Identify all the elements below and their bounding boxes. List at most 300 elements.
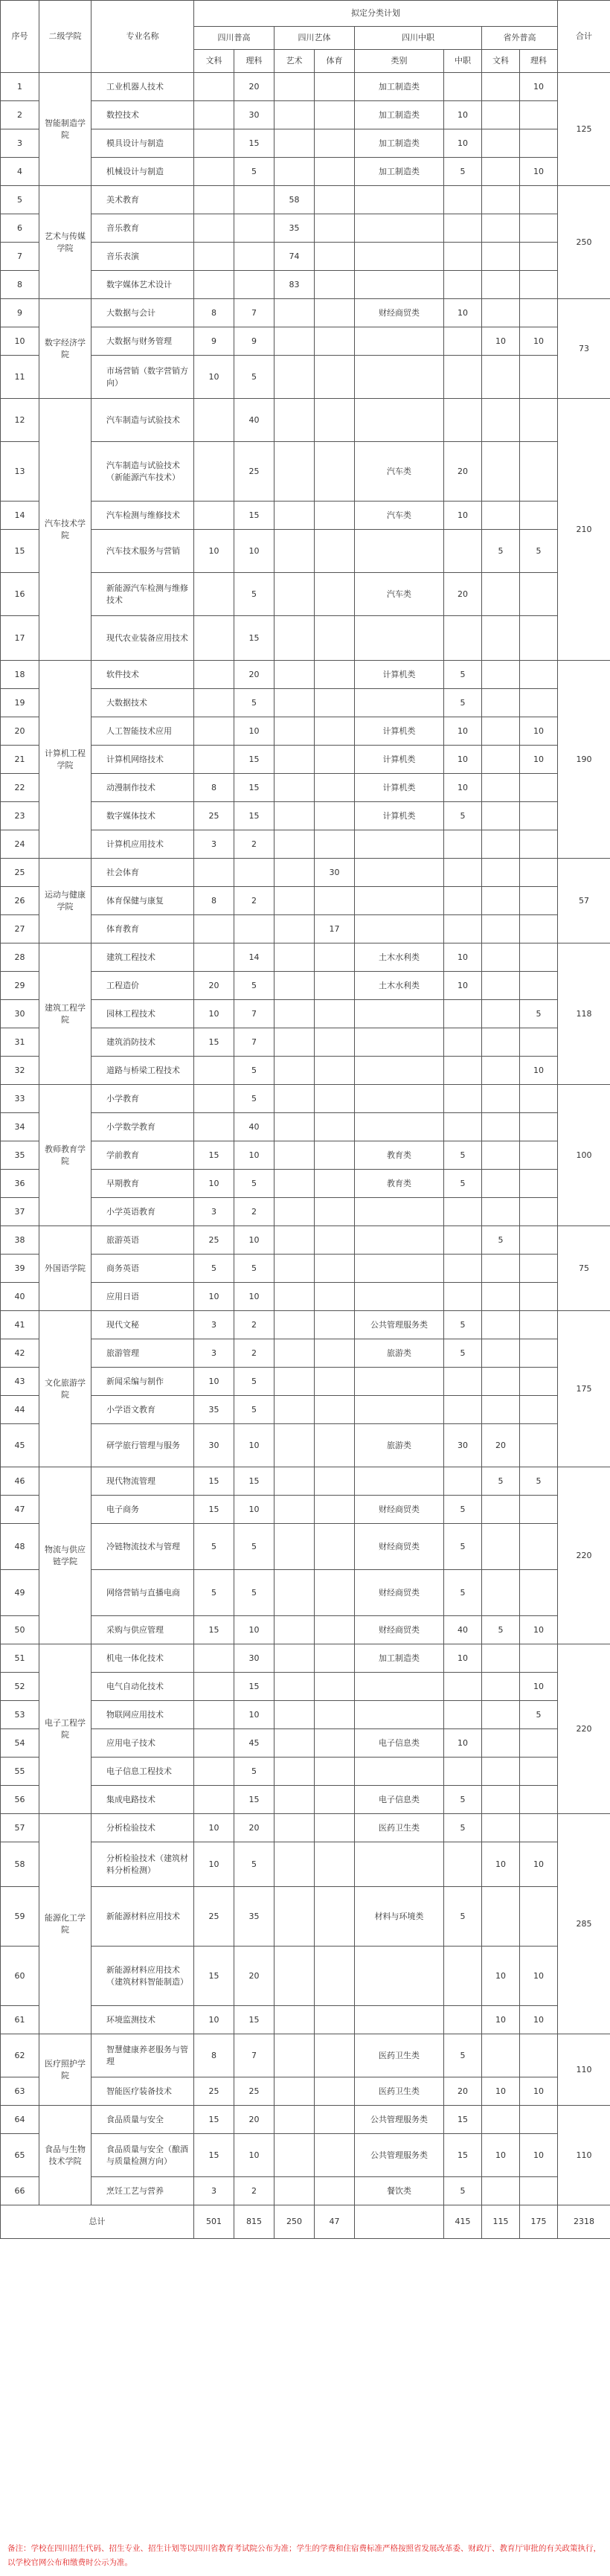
cell-op-science xyxy=(520,830,558,859)
cell-op-science xyxy=(520,1028,558,1057)
cell-category xyxy=(355,1057,444,1085)
major-name: 烹饪工艺与营养 xyxy=(92,2177,194,2205)
table-row xyxy=(1,1496,610,1524)
cell-op-liberal-arts xyxy=(482,356,520,399)
cell-arts xyxy=(274,502,315,530)
header-group-sichuan-arts-sports: 四川艺体 xyxy=(274,27,355,50)
cell-liberal-arts xyxy=(194,943,234,972)
major-name: 小学语文教育 xyxy=(92,1396,194,1424)
cell-arts xyxy=(274,327,315,356)
cell-op-science xyxy=(520,299,558,327)
cell-op-science xyxy=(520,1255,558,1283)
cell-arts xyxy=(274,299,315,327)
major-name: 汽车技术服务与营销 xyxy=(92,530,194,573)
cell-category xyxy=(355,1226,444,1255)
row-number: 45 xyxy=(1,1424,39,1467)
cell-category xyxy=(355,399,444,442)
cell-liberal-arts xyxy=(194,1786,234,1814)
row-number: 9 xyxy=(1,299,39,327)
cell-arts xyxy=(274,1226,315,1255)
cell-arts xyxy=(274,1496,315,1524)
cell-vocational: 20 xyxy=(444,442,482,502)
cell-liberal-arts: 15 xyxy=(194,1616,234,1644)
cell-sports xyxy=(315,1673,355,1701)
row-number: 34 xyxy=(1,1113,39,1141)
major-name: 软件技术 xyxy=(92,661,194,689)
cell-sports xyxy=(315,1758,355,1786)
major-name: 新能源材料应用技术 xyxy=(92,1887,194,1947)
cell-liberal-arts: 3 xyxy=(194,1339,234,1368)
cell-op-liberal-arts: 5 xyxy=(482,530,520,573)
major-name: 新闻采编与制作 xyxy=(92,1368,194,1396)
college-total: 175 xyxy=(558,1311,610,1467)
row-number: 28 xyxy=(1,943,39,972)
major-name: 分析检验技术（建筑材料分析检测） xyxy=(92,1842,194,1887)
table-row xyxy=(1,1701,610,1729)
cell-arts xyxy=(274,1947,315,2006)
cell-vocational: 10 xyxy=(444,717,482,746)
cell-science: 9 xyxy=(234,327,274,356)
cell-op-science xyxy=(520,1524,558,1570)
cell-op-liberal-arts xyxy=(482,802,520,830)
major-name: 音乐教育 xyxy=(92,214,194,243)
cell-science xyxy=(234,859,274,887)
table-row xyxy=(1,661,610,689)
cell-sports xyxy=(315,1283,355,1311)
row-number: 36 xyxy=(1,1170,39,1198)
cell-liberal-arts xyxy=(194,915,234,943)
cell-op-science xyxy=(520,1424,558,1467)
cell-liberal-arts: 10 xyxy=(194,1368,234,1396)
cell-science xyxy=(234,214,274,243)
cell-op-liberal-arts xyxy=(482,1198,520,1226)
major-name: 应用日语 xyxy=(92,1283,194,1311)
cell-op-liberal-arts xyxy=(482,830,520,859)
row-number: 3 xyxy=(1,129,39,158)
cell-arts xyxy=(274,1467,315,1496)
cell-op-science: 10 xyxy=(520,717,558,746)
cell-science: 5 xyxy=(234,1758,274,1786)
cell-op-science xyxy=(520,356,558,399)
cell-category: 加工制造类 xyxy=(355,73,444,101)
cell-liberal-arts xyxy=(194,129,234,158)
table-row xyxy=(1,746,610,774)
total-sports: 47 xyxy=(315,2205,355,2239)
header-group-out-of-province: 省外普高 xyxy=(482,27,558,50)
major-name: 采购与供应管理 xyxy=(92,1616,194,1644)
cell-category: 土木水利类 xyxy=(355,943,444,972)
cell-op-liberal-arts xyxy=(482,1057,520,1085)
cell-sports xyxy=(315,2106,355,2134)
table-row xyxy=(1,1814,610,1842)
cell-liberal-arts: 8 xyxy=(194,774,234,802)
row-number: 42 xyxy=(1,1339,39,1368)
table-row xyxy=(1,1085,610,1113)
cell-op-science: 10 xyxy=(520,1673,558,1701)
cell-category xyxy=(355,214,444,243)
major-name: 工业机器人技术 xyxy=(92,73,194,101)
cell-arts xyxy=(274,616,315,661)
table-row xyxy=(1,502,610,530)
row-number: 25 xyxy=(1,859,39,887)
college-total: 110 xyxy=(558,2106,610,2205)
row-number: 58 xyxy=(1,1842,39,1887)
total-category xyxy=(355,2205,444,2239)
cell-category xyxy=(355,887,444,915)
cell-category: 计算机类 xyxy=(355,661,444,689)
row-number: 49 xyxy=(1,1570,39,1616)
cell-category xyxy=(355,1113,444,1141)
header-sub-op-liberal-arts: 文科 xyxy=(482,50,520,73)
row-number: 40 xyxy=(1,1283,39,1311)
major-name: 冷链物流技术与管理 xyxy=(92,1524,194,1570)
cell-vocational: 10 xyxy=(444,972,482,1000)
cell-op-science xyxy=(520,1198,558,1226)
table-row xyxy=(1,1113,610,1141)
row-number: 22 xyxy=(1,774,39,802)
cell-vocational: 10 xyxy=(444,943,482,972)
cell-op-liberal-arts xyxy=(482,1814,520,1842)
cell-sports xyxy=(315,1467,355,1496)
college-name: 数字经济学院 xyxy=(39,299,92,399)
college-total: 210 xyxy=(558,399,610,661)
cell-vocational: 5 xyxy=(444,1170,482,1198)
cell-arts xyxy=(274,859,315,887)
cell-op-science xyxy=(520,129,558,158)
row-number: 65 xyxy=(1,2134,39,2177)
cell-arts xyxy=(274,530,315,573)
cell-science: 5 xyxy=(234,1057,274,1085)
college-total: 75 xyxy=(558,1226,610,1311)
major-name: 集成电路技术 xyxy=(92,1786,194,1814)
cell-vocational: 5 xyxy=(444,1786,482,1814)
row-number: 52 xyxy=(1,1673,39,1701)
cell-op-science xyxy=(520,442,558,502)
cell-op-liberal-arts xyxy=(482,943,520,972)
row-number: 38 xyxy=(1,1226,39,1255)
cell-op-liberal-arts xyxy=(482,158,520,186)
cell-op-science xyxy=(520,1170,558,1198)
row-number: 66 xyxy=(1,2177,39,2205)
cell-op-liberal-arts: 10 xyxy=(482,327,520,356)
college-name: 外国语学院 xyxy=(39,1226,92,1311)
cell-science: 2 xyxy=(234,1311,274,1339)
major-name: 数字媒体技术 xyxy=(92,802,194,830)
major-name: 计算机网络技术 xyxy=(92,746,194,774)
cell-arts xyxy=(274,1814,315,1842)
table-row xyxy=(1,530,610,573)
table-row xyxy=(1,774,610,802)
table-row xyxy=(1,1424,610,1467)
table-row xyxy=(1,573,610,616)
cell-op-liberal-arts xyxy=(482,661,520,689)
college-name: 建筑工程学院 xyxy=(39,943,92,1085)
row-number: 55 xyxy=(1,1758,39,1786)
cell-op-science xyxy=(520,1283,558,1311)
cell-op-science xyxy=(520,1396,558,1424)
major-name: 旅游管理 xyxy=(92,1339,194,1368)
table-row xyxy=(1,1842,610,1887)
cell-op-science: 10 xyxy=(520,2006,558,2034)
cell-op-science xyxy=(520,243,558,271)
major-name: 体育保健与康复 xyxy=(92,887,194,915)
table-row xyxy=(1,1524,610,1570)
cell-op-science: 5 xyxy=(520,1701,558,1729)
cell-science: 35 xyxy=(234,1887,274,1947)
major-name: 汽车制造与试验技术 xyxy=(92,399,194,442)
cell-arts xyxy=(274,1339,315,1368)
cell-science: 15 xyxy=(234,616,274,661)
cell-science: 20 xyxy=(234,661,274,689)
cell-arts xyxy=(274,1028,315,1057)
cell-vocational xyxy=(444,271,482,299)
cell-category xyxy=(355,1283,444,1311)
cell-vocational xyxy=(444,616,482,661)
cell-sports xyxy=(315,2006,355,2034)
cell-arts: 74 xyxy=(274,243,315,271)
total-vocational: 415 xyxy=(444,2205,482,2239)
cell-liberal-arts xyxy=(194,1085,234,1113)
cell-sports xyxy=(315,1170,355,1198)
table-row xyxy=(1,243,610,271)
cell-op-liberal-arts xyxy=(482,1113,520,1141)
cell-sports xyxy=(315,442,355,502)
cell-category xyxy=(355,1842,444,1887)
cell-sports xyxy=(315,299,355,327)
cell-category: 财经商贸类 xyxy=(355,299,444,327)
cell-science: 5 xyxy=(234,1368,274,1396)
cell-op-science xyxy=(520,943,558,972)
cell-op-liberal-arts xyxy=(482,859,520,887)
cell-sports xyxy=(315,399,355,442)
header-total: 合计 xyxy=(558,1,610,73)
cell-vocational xyxy=(444,1842,482,1887)
cell-vocational xyxy=(444,186,482,214)
row-number: 32 xyxy=(1,1057,39,1085)
cell-science: 10 xyxy=(234,530,274,573)
cell-vocational xyxy=(444,1758,482,1786)
cell-vocational xyxy=(444,1368,482,1396)
row-number: 20 xyxy=(1,717,39,746)
cell-vocational: 5 xyxy=(444,1496,482,1524)
cell-vocational: 15 xyxy=(444,2134,482,2177)
cell-category: 计算机类 xyxy=(355,802,444,830)
cell-science: 20 xyxy=(234,73,274,101)
cell-science: 7 xyxy=(234,299,274,327)
cell-sports xyxy=(315,186,355,214)
cell-liberal-arts xyxy=(194,689,234,717)
cell-arts xyxy=(274,1758,315,1786)
major-name: 计算机应用技术 xyxy=(92,830,194,859)
cell-arts xyxy=(274,101,315,129)
cell-sports xyxy=(315,1226,355,1255)
cell-vocational xyxy=(444,1947,482,2006)
major-name: 分析检验技术 xyxy=(92,1814,194,1842)
cell-op-science xyxy=(520,774,558,802)
cell-op-liberal-arts: 10 xyxy=(482,2006,520,2034)
cell-vocational xyxy=(444,1255,482,1283)
cell-category xyxy=(355,1467,444,1496)
cell-liberal-arts: 35 xyxy=(194,1396,234,1424)
cell-liberal-arts: 15 xyxy=(194,2134,234,2177)
cell-op-liberal-arts xyxy=(482,2034,520,2077)
cell-sports xyxy=(315,1424,355,1467)
cell-op-science: 10 xyxy=(520,2134,558,2177)
cell-op-liberal-arts xyxy=(482,972,520,1000)
cell-op-liberal-arts xyxy=(482,73,520,101)
major-name: 新能源汽车检测与维修技术 xyxy=(92,573,194,616)
cell-sports xyxy=(315,1786,355,1814)
row-number: 4 xyxy=(1,158,39,186)
cell-arts xyxy=(274,1570,315,1616)
cell-op-science xyxy=(520,1786,558,1814)
cell-vocational: 5 xyxy=(444,1524,482,1570)
cell-liberal-arts: 5 xyxy=(194,1524,234,1570)
major-name: 建筑消防技术 xyxy=(92,1028,194,1057)
row-number: 39 xyxy=(1,1255,39,1283)
cell-category: 公共管理服务类 xyxy=(355,1311,444,1339)
cell-sports xyxy=(315,243,355,271)
cell-vocational: 5 xyxy=(444,1339,482,1368)
cell-category: 土木水利类 xyxy=(355,972,444,1000)
cell-vocational xyxy=(444,1396,482,1424)
major-name: 新能源材料应用技术（建筑材料智能制造） xyxy=(92,1947,194,2006)
cell-op-science xyxy=(520,1570,558,1616)
cell-arts xyxy=(274,1311,315,1339)
cell-liberal-arts: 10 xyxy=(194,1283,234,1311)
cell-op-science: 5 xyxy=(520,1467,558,1496)
cell-op-science: 10 xyxy=(520,1947,558,2006)
cell-sports xyxy=(315,1887,355,1947)
table-row xyxy=(1,442,610,502)
cell-arts xyxy=(274,399,315,442)
cell-sports xyxy=(315,1396,355,1424)
cell-liberal-arts xyxy=(194,502,234,530)
cell-science: 2 xyxy=(234,887,274,915)
table-row xyxy=(1,1786,610,1814)
major-name: 道路与桥梁工程技术 xyxy=(92,1057,194,1085)
cell-arts xyxy=(274,1396,315,1424)
cell-op-liberal-arts xyxy=(482,1729,520,1758)
cell-op-science xyxy=(520,502,558,530)
cell-sports xyxy=(315,2034,355,2077)
cell-liberal-arts xyxy=(194,616,234,661)
cell-science: 2 xyxy=(234,830,274,859)
row-number: 23 xyxy=(1,802,39,830)
cell-sports xyxy=(315,1311,355,1339)
table-row xyxy=(1,73,610,101)
table-row xyxy=(1,1028,610,1057)
cell-science: 5 xyxy=(234,1170,274,1198)
major-name: 研学旅行管理与服务 xyxy=(92,1424,194,1467)
row-number: 33 xyxy=(1,1085,39,1113)
cell-op-liberal-arts: 10 xyxy=(482,1947,520,2006)
cell-category: 财经商贸类 xyxy=(355,1524,444,1570)
cell-op-liberal-arts: 20 xyxy=(482,1424,520,1467)
cell-science xyxy=(234,243,274,271)
major-name: 早期教育 xyxy=(92,1170,194,1198)
cell-arts xyxy=(274,1701,315,1729)
cell-op-liberal-arts xyxy=(482,1311,520,1339)
cell-arts xyxy=(274,689,315,717)
cell-category: 加工制造类 xyxy=(355,158,444,186)
cell-sports xyxy=(315,2134,355,2177)
major-name: 现代农业装备应用技术 xyxy=(92,616,194,661)
row-number: 19 xyxy=(1,689,39,717)
cell-liberal-arts xyxy=(194,399,234,442)
college-total: 125 xyxy=(558,73,610,186)
cell-op-liberal-arts xyxy=(482,1141,520,1170)
cell-liberal-arts: 3 xyxy=(194,830,234,859)
major-name: 模具设计与制造 xyxy=(92,129,194,158)
cell-op-science xyxy=(520,271,558,299)
cell-vocational: 20 xyxy=(444,2077,482,2106)
cell-op-science xyxy=(520,1226,558,1255)
cell-vocational: 5 xyxy=(444,1311,482,1339)
cell-liberal-arts: 10 xyxy=(194,2006,234,2034)
cell-op-liberal-arts xyxy=(482,1255,520,1283)
table-row xyxy=(1,1396,610,1424)
row-number: 53 xyxy=(1,1701,39,1729)
cell-science: 5 xyxy=(234,573,274,616)
header-sub-vocational: 中职 xyxy=(444,50,482,73)
college-name: 教师教育学院 xyxy=(39,1085,92,1226)
cell-op-liberal-arts xyxy=(482,1701,520,1729)
cell-op-science xyxy=(520,915,558,943)
table-row xyxy=(1,1283,610,1311)
cell-science: 2 xyxy=(234,1339,274,1368)
college-name: 汽车技术学院 xyxy=(39,399,92,661)
cell-vocational xyxy=(444,243,482,271)
cell-science: 30 xyxy=(234,101,274,129)
total-op-liberal-arts: 115 xyxy=(482,2205,520,2239)
cell-vocational xyxy=(444,859,482,887)
row-number: 41 xyxy=(1,1311,39,1339)
row-number: 51 xyxy=(1,1644,39,1673)
cell-sports xyxy=(315,271,355,299)
cell-op-liberal-arts xyxy=(482,1368,520,1396)
cell-category xyxy=(355,915,444,943)
header-sub-arts: 艺术 xyxy=(274,50,315,73)
cell-vocational: 10 xyxy=(444,746,482,774)
cell-liberal-arts: 15 xyxy=(194,1947,234,2006)
cell-vocational: 30 xyxy=(444,1424,482,1467)
cell-sports xyxy=(315,1496,355,1524)
cell-op-liberal-arts xyxy=(482,1644,520,1673)
college-total: 110 xyxy=(558,2034,610,2106)
cell-category xyxy=(355,1673,444,1701)
table-row xyxy=(1,1311,610,1339)
header-seq: 序号 xyxy=(1,1,39,73)
cell-arts xyxy=(274,1887,315,1947)
cell-arts xyxy=(274,1141,315,1170)
cell-science: 7 xyxy=(234,1000,274,1028)
cell-sports xyxy=(315,616,355,661)
cell-op-liberal-arts xyxy=(482,746,520,774)
cell-science: 40 xyxy=(234,399,274,442)
cell-op-science xyxy=(520,1496,558,1524)
row-number: 11 xyxy=(1,356,39,399)
cell-liberal-arts: 10 xyxy=(194,1814,234,1842)
table-row xyxy=(1,399,610,442)
cell-op-liberal-arts xyxy=(482,1000,520,1028)
college-total: 220 xyxy=(558,1644,610,1814)
cell-category: 医药卫生类 xyxy=(355,2034,444,2077)
cell-science: 15 xyxy=(234,502,274,530)
row-number: 62 xyxy=(1,2034,39,2077)
table-row xyxy=(1,859,610,887)
cell-science: 15 xyxy=(234,1786,274,1814)
